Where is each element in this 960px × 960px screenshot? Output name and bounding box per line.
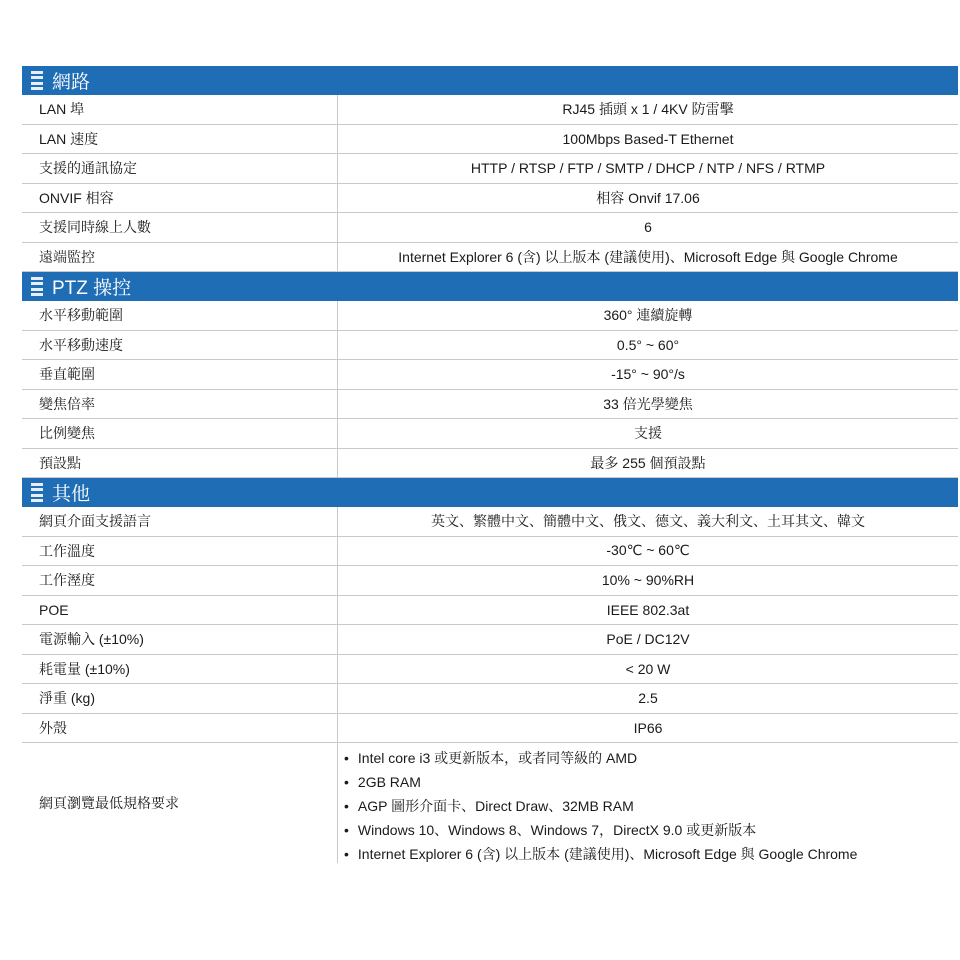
spec-label: 水平移動範圍 [39, 307, 123, 324]
spec-row [22, 449, 958, 479]
spec-label: POE [39, 601, 69, 618]
spec-row [22, 243, 958, 273]
spec-row [22, 419, 958, 449]
spec-value: 2.5 [337, 684, 958, 713]
spec-label: 水平移動速度 [39, 336, 123, 353]
section-title: 其他 [52, 484, 91, 505]
spec-value: 支援 [337, 419, 958, 448]
spec-label: 支援的通訊協定 [39, 160, 137, 177]
list-item: • Intel core i3 或更新版本，或者同等級的 AMD [344, 746, 857, 770]
list-item: • 2GB RAM [344, 770, 857, 794]
spec-label: LAN 速度 [39, 130, 99, 147]
spec-row [22, 301, 958, 331]
spec-value: PoE / DC12V [337, 625, 958, 654]
spec-value: < 20 W [337, 655, 958, 684]
spec-row [22, 714, 958, 744]
spec-label: 變焦倍率 [39, 395, 95, 412]
spec-value: 最多 255 個預設點 [337, 449, 958, 478]
spec-row [22, 184, 958, 214]
spec-value: -30℃ ~ 60℃ [337, 537, 958, 566]
spec-sheet [22, 66, 958, 863]
spec-label: ONVIF 相容 [39, 189, 114, 206]
spec-label: 網頁瀏覽最低規格要求 [39, 795, 179, 811]
spec-row [22, 213, 958, 243]
section-title: PTZ 操控 [52, 278, 132, 299]
spec-label: 遠端監控 [39, 248, 95, 265]
spec-row [22, 360, 958, 390]
spec-row [22, 331, 958, 361]
spec-value: 相容 Onvif 17.06 [337, 184, 958, 213]
section-header-other [22, 478, 958, 507]
spec-row [22, 655, 958, 685]
spec-value: 0.5° ~ 60° [337, 331, 958, 360]
spec-label: 預設點 [39, 454, 81, 471]
section-header-network [22, 66, 958, 95]
spec-value: -15° ~ 90°/s [337, 360, 958, 389]
spec-label: 工作溼度 [39, 572, 95, 589]
section-marker-icon [31, 483, 43, 503]
spec-row [22, 125, 958, 155]
section-header-ptz [22, 272, 958, 301]
spec-value: 360° 連續旋轉 [337, 301, 958, 330]
spec-value: 10% ~ 90%RH [337, 566, 958, 595]
spec-row [22, 95, 958, 125]
spec-label: 垂直範圍 [39, 366, 95, 383]
spec-row [22, 390, 958, 420]
spec-value: 英文、繁體中文、簡體中文、俄文、德文、義大利文、土耳其文、韓文 [337, 507, 958, 536]
spec-label: 電源輸入 (±10%) [39, 631, 144, 648]
spec-label: 外殼 [39, 719, 67, 736]
spec-row [22, 596, 958, 626]
requirements-value [337, 743, 958, 863]
section-marker-icon [31, 277, 43, 297]
spec-label: LAN 埠 [39, 101, 85, 118]
list-item: • Windows 10、Windows 8、Windows 7，DirectX 9.0 或更新版本 [344, 818, 857, 842]
spec-row [22, 684, 958, 714]
spec-row [22, 507, 958, 537]
section-marker-icon [31, 71, 43, 91]
spec-label: 工作溫度 [39, 542, 95, 559]
list-item: • AGP 圖形介面卡、Direct Draw、32MB RAM [344, 794, 857, 818]
spec-value: HTTP / RTSP / FTP / SMTP / DHCP / NTP / NFS / RTMP [337, 154, 958, 183]
spec-label: 支援同時線上人數 [39, 219, 151, 236]
spec-row [22, 566, 958, 596]
spec-label: 網頁介面支援語言 [39, 513, 151, 530]
section-title: 網路 [52, 72, 91, 93]
spec-value: IEEE 802.3at [337, 596, 958, 625]
requirements-row [22, 743, 958, 863]
requirements-list [338, 746, 857, 866]
spec-value: RJ45 插頭 x 1 / 4KV 防雷擊 [337, 95, 958, 124]
list-item: • Internet Explorer 6 (含) 以上版本 (建議使用)、Microsoft Edge 與 Google Chrome [344, 842, 857, 866]
spec-label: 淨重 (kg) [39, 690, 95, 707]
spec-value: Internet Explorer 6 (含) 以上版本 (建議使用)、Microsoft Edge 與 Google Chrome [337, 243, 958, 272]
spec-value: 6 [337, 213, 958, 242]
spec-value: IP66 [337, 714, 958, 743]
spec-label: 比例變焦 [39, 425, 95, 442]
spec-row [22, 537, 958, 567]
spec-label: 耗電量 (±10%) [39, 660, 130, 677]
spec-row [22, 625, 958, 655]
spec-value: 33 倍光學變焦 [337, 390, 958, 419]
spec-value: 100Mbps Based-T Ethernet [337, 125, 958, 154]
spec-row [22, 154, 958, 184]
